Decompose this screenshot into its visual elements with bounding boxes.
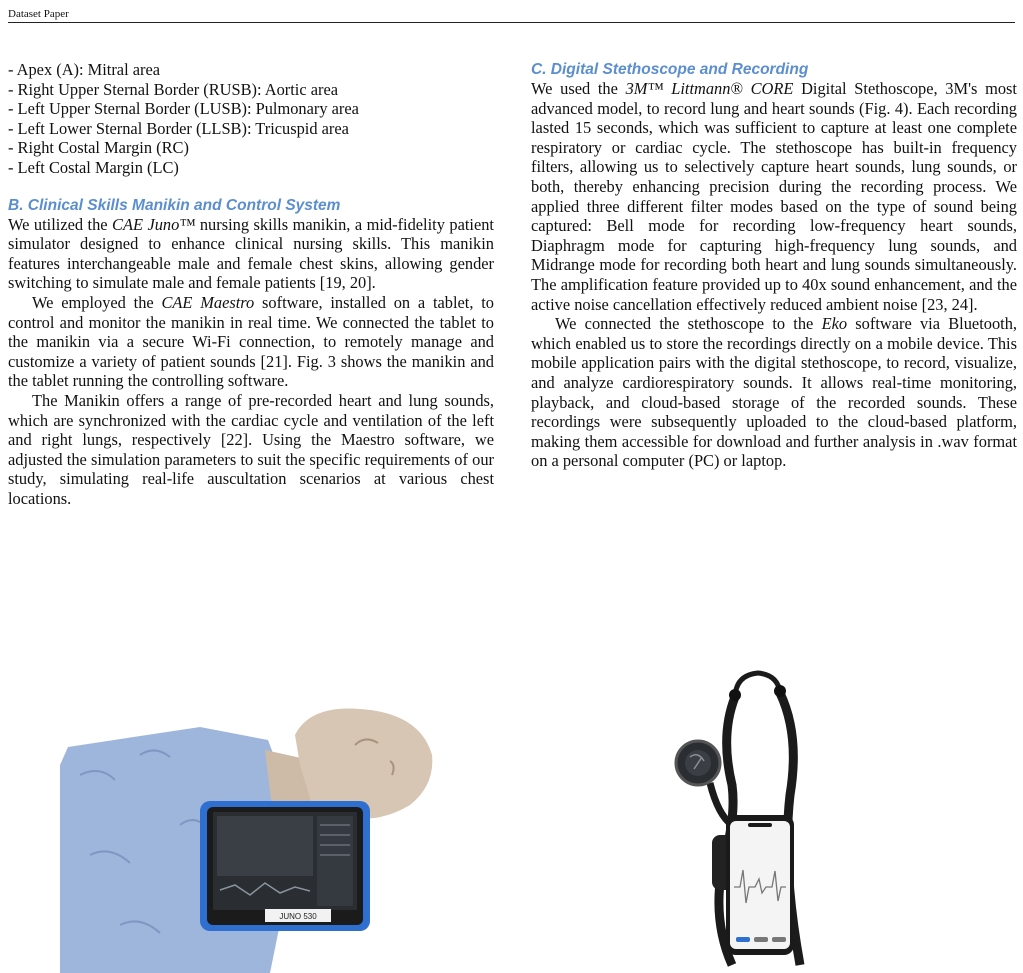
stethoscope-figure — [640, 665, 870, 973]
paragraph: The Manikin offers a range of pre-recorded heart and lung sounds, which are synchronized with the cardiac cycle and ventilation of the left and right lungs, respectively [22]. Using the Maestro software, we adjusted the simulation parameters to suit the specific requirements of our study, simulating real-life auscultation scenarios at various chest locations. — [8, 390, 494, 508]
list-item: - Left Lower Sternal Border (LLSB): Tricuspid area — [8, 118, 349, 138]
section-b-heading: B. Clinical Skills Manikin and Control System — [8, 196, 341, 214]
paragraph: We connected the stethoscope to the Eko software via Bluetooth, which enabled us to store the recordings directly on a mobile device. This mobile application pairs with the digital stethoscope, to record, visualize, and analyze cardiorespiratory sounds. It allows real-time monitoring, playback, and cloud-based storage of the recorded sounds. These recordings were subsequently uploaded to the cloud-based platform, making them accessible for download and further analysis in .wav format on a personal computer (PC) or laptop. — [531, 314, 1017, 471]
earpiece — [729, 689, 741, 701]
paragraph: We used the 3M™ Littmann® CORE Digital Stethoscope, 3M's most advanced model, to record lung and heart sounds (Fig. 4). Each recording lasted 15 seconds, which was sufficient to capture at least one complete respiratory or cardiac cycle. The stethoscope has built-in frequency filters, allowing us to selectively capture heart sounds, lung sounds, or both, thereby enhancing precision during the recording process. We applied three different filter modes based on the type of sound being captured: Bell mode for recording low-frequency heart sounds, Diaphragm mode for capturing high-frequency lung sounds, and Midrange mode for recording both heart and lung sounds simultaneously. The amplification feature provided up to 40x sound enhancement, and the active noise cancellation effectively reduced ambient noise [23, 24]. — [531, 79, 1017, 314]
running-title: Dataset Paper — [8, 8, 69, 20]
list-item: - Right Upper Sternal Border (RUSB): Aortic area — [8, 79, 339, 99]
tablet-label: JUNO 530 — [279, 912, 317, 921]
product-name: Eko — [821, 314, 848, 334]
page-header — [8, 4, 1015, 23]
product-name: CAE Maestro — [161, 292, 255, 312]
list-item: - Apex (A): Mitral area — [8, 60, 161, 79]
product-name: 3M™ Littmann® CORE — [625, 79, 794, 98]
left-column — [8, 60, 494, 508]
section-c-heading: C. Digital Stethoscope and Recording — [531, 61, 809, 78]
paragraph: We utilized the CAE Juno™ nursing skills manikin, a mid-fidelity patient simulator designed to enhance clinical nursing skills. This manikin features interchangeable male and female chest skins, allowing gender switching to simulate male and female patients [19, 20]. — [8, 214, 494, 293]
list-item: - Right Costal Margin (RC) — [8, 138, 189, 158]
earpiece — [774, 685, 786, 697]
list-item: - Left Costal Margin (LC) — [8, 157, 179, 177]
right-column — [531, 60, 1017, 471]
list-item: - Left Upper Sternal Border (LUSB): Pulmonary area — [8, 99, 359, 119]
manikin-tablet-figure — [60, 705, 460, 973]
paragraph: We employed the CAE Maestro software, installed on a tablet, to control and monitor the manikin in real time. We connected the tablet to the manikin via a secure Wi-Fi connection, to remotely manage and customize a variety of patient sounds [21]. Fig. 3 shows the manikin and the tablet running the controlling software. — [8, 292, 495, 391]
product-name: CAE Juno™ — [112, 214, 196, 234]
